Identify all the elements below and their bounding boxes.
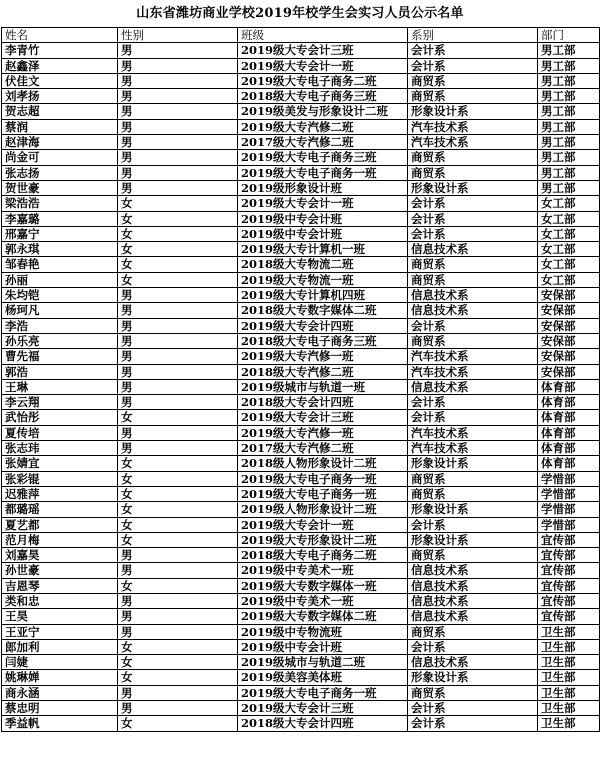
table-row — [2, 288, 600, 303]
cell-name: 赵鑫泽 — [2, 58, 118, 73]
table-row — [2, 58, 600, 73]
cell-division: 卫生部 — [538, 639, 600, 654]
cell-name: 李青竹 — [2, 43, 118, 58]
cell-department: 汽车技术系 — [408, 441, 538, 456]
cell-department: 会计系 — [408, 517, 538, 532]
table-row — [2, 257, 600, 272]
cell-division: 宜传部 — [538, 609, 600, 624]
cell-gender: 女 — [118, 578, 238, 593]
table-row — [2, 624, 600, 639]
cell-class: 2018级大专电子商务二班 — [238, 548, 408, 563]
cell-division: 宜传部 — [538, 532, 600, 547]
cell-name: 刘嘉昊 — [2, 548, 118, 563]
cell-gender: 女 — [118, 471, 238, 486]
cell-gender: 女 — [118, 272, 238, 287]
cell-name: 王琳 — [2, 379, 118, 394]
cell-name: 季益帆 — [2, 716, 118, 731]
cell-division: 男工部 — [538, 73, 600, 88]
cell-department: 形象设计系 — [408, 532, 538, 547]
cell-class: 2019级大专形象设计二班 — [238, 532, 408, 547]
cell-class: 2019级中专美术一班 — [238, 593, 408, 608]
cell-class: 2019级形象设计班 — [238, 180, 408, 195]
cell-division: 女工部 — [538, 226, 600, 241]
cell-gender: 男 — [118, 563, 238, 578]
cell-class: 2017级大专汽修二班 — [238, 135, 408, 150]
cell-division: 男工部 — [538, 180, 600, 195]
cell-division: 体育部 — [538, 425, 600, 440]
cell-division: 卫生部 — [538, 670, 600, 685]
table-row — [2, 532, 600, 547]
table-row — [2, 655, 600, 670]
cell-division: 女工部 — [538, 242, 600, 257]
table-row — [2, 196, 600, 211]
cell-department: 汽车技术系 — [408, 349, 538, 364]
table-row — [2, 502, 600, 517]
cell-department: 商贸系 — [408, 471, 538, 486]
cell-name: 贺志超 — [2, 104, 118, 119]
table-row — [2, 441, 600, 456]
cell-department: 信息技术系 — [408, 593, 538, 608]
cell-class: 2018级大专电子商务三班 — [238, 89, 408, 104]
cell-division: 女工部 — [538, 211, 600, 226]
table-row — [2, 242, 600, 257]
cell-gender: 男 — [118, 379, 238, 394]
cell-name: 张彩锟 — [2, 471, 118, 486]
document-title: 山东省潍坊商业学校2019年校学生会实习人员公示名单 — [136, 6, 464, 21]
cell-division: 男工部 — [538, 43, 600, 58]
table-header — [2, 28, 600, 43]
header-division: 部门 — [538, 28, 600, 43]
cell-gender: 女 — [118, 410, 238, 425]
cell-class: 2019级大专数字媒体二班 — [238, 609, 408, 624]
cell-class: 2018级大专物流二班 — [238, 257, 408, 272]
cell-gender: 男 — [118, 58, 238, 73]
cell-division: 体育部 — [538, 395, 600, 410]
cell-department: 会计系 — [408, 211, 538, 226]
table-row — [2, 716, 600, 731]
cell-class: 2019级大专会计四班 — [238, 318, 408, 333]
table-row — [2, 349, 600, 364]
cell-department: 商贸系 — [408, 548, 538, 563]
cell-class: 2019级大专数字媒体一班 — [238, 578, 408, 593]
cell-division: 学惜部 — [538, 471, 600, 486]
cell-class: 2019级大专电子商务一班 — [238, 165, 408, 180]
cell-division: 卫生部 — [538, 655, 600, 670]
cell-name: 范月梅 — [2, 532, 118, 547]
cell-department: 商贸系 — [408, 624, 538, 639]
cell-gender: 男 — [118, 303, 238, 318]
cell-gender: 男 — [118, 135, 238, 150]
cell-gender: 男 — [118, 318, 238, 333]
cell-gender: 女 — [118, 257, 238, 272]
cell-division: 宜传部 — [538, 563, 600, 578]
table-row — [2, 89, 600, 104]
cell-name: 李云翔 — [2, 395, 118, 410]
cell-department: 商贸系 — [408, 257, 538, 272]
cell-name: 类和忠 — [2, 593, 118, 608]
cell-gender: 男 — [118, 43, 238, 58]
table-row — [2, 685, 600, 700]
cell-division: 安保部 — [538, 318, 600, 333]
cell-gender: 女 — [118, 226, 238, 241]
table-row — [2, 517, 600, 532]
cell-gender: 女 — [118, 211, 238, 226]
cell-division: 学惜部 — [538, 486, 600, 501]
table-row — [2, 670, 600, 685]
cell-division: 男工部 — [538, 58, 600, 73]
cell-class: 2019级大专计算机四班 — [238, 288, 408, 303]
cell-gender: 男 — [118, 395, 238, 410]
cell-department: 信息技术系 — [408, 288, 538, 303]
cell-name: 王昊 — [2, 609, 118, 624]
cell-name: 邹春艳 — [2, 257, 118, 272]
cell-class: 2019级大专会计一班 — [238, 517, 408, 532]
cell-division: 卫生部 — [538, 701, 600, 716]
cell-name: 夏传培 — [2, 425, 118, 440]
cell-gender: 女 — [118, 670, 238, 685]
table-row — [2, 410, 600, 425]
cell-department: 信息技术系 — [408, 242, 538, 257]
cell-gender: 男 — [118, 180, 238, 195]
cell-division: 宜传部 — [538, 593, 600, 608]
header-gender: 性别 — [118, 28, 238, 43]
cell-gender: 男 — [118, 150, 238, 165]
cell-name: 姚琳婵 — [2, 670, 118, 685]
cell-gender: 女 — [118, 456, 238, 471]
cell-gender: 男 — [118, 441, 238, 456]
table-row — [2, 701, 600, 716]
cell-division: 体育部 — [538, 410, 600, 425]
cell-name: 曹先福 — [2, 349, 118, 364]
cell-department: 会计系 — [408, 58, 538, 73]
cell-name: 梁浩浩 — [2, 196, 118, 211]
cell-class: 2019级中专物流班 — [238, 624, 408, 639]
cell-gender: 女 — [118, 196, 238, 211]
cell-division: 安保部 — [538, 333, 600, 348]
cell-class: 2019级大专电子商务一班 — [238, 471, 408, 486]
cell-department: 信息技术系 — [408, 563, 538, 578]
table-row — [2, 639, 600, 654]
cell-name: 张婧宜 — [2, 456, 118, 471]
cell-name: 闫婕 — [2, 655, 118, 670]
cell-class: 2019级大专电子商务一班 — [238, 486, 408, 501]
cell-department: 会计系 — [408, 226, 538, 241]
cell-gender: 男 — [118, 89, 238, 104]
cell-gender: 男 — [118, 364, 238, 379]
table-row — [2, 119, 600, 134]
cell-name: 张志玮 — [2, 441, 118, 456]
cell-name: 杨珂凡 — [2, 303, 118, 318]
cell-division: 女工部 — [538, 272, 600, 287]
cell-name: 赵津海 — [2, 135, 118, 150]
table-row — [2, 165, 600, 180]
table-body — [2, 43, 600, 731]
cell-name: 郭永琪 — [2, 242, 118, 257]
cell-department: 商贸系 — [408, 486, 538, 501]
cell-name: 蔡忠明 — [2, 701, 118, 716]
cell-name: 武怡彤 — [2, 410, 118, 425]
cell-class: 2019级中专美术一班 — [238, 563, 408, 578]
cell-class: 2018级大专会计四班 — [238, 395, 408, 410]
table-row — [2, 211, 600, 226]
table-row — [2, 456, 600, 471]
cell-class: 2019级大专会计三班 — [238, 410, 408, 425]
cell-class: 2019级美容美体班 — [238, 670, 408, 685]
table-row — [2, 593, 600, 608]
cell-division: 男工部 — [538, 165, 600, 180]
cell-gender: 女 — [118, 639, 238, 654]
cell-department: 商贸系 — [408, 150, 538, 165]
cell-department: 会计系 — [408, 196, 538, 211]
cell-gender: 男 — [118, 425, 238, 440]
cell-department: 会计系 — [408, 639, 538, 654]
cell-class: 2019级人物形象设计二班 — [238, 502, 408, 517]
cell-gender: 男 — [118, 593, 238, 608]
table-row — [2, 104, 600, 119]
cell-name: 李嘉璐 — [2, 211, 118, 226]
table-row — [2, 548, 600, 563]
table-row — [2, 563, 600, 578]
cell-gender: 女 — [118, 486, 238, 501]
cell-class: 2018级大专数字媒体二班 — [238, 303, 408, 318]
cell-name: 孙乐亮 — [2, 333, 118, 348]
cell-name: 邢嘉宁 — [2, 226, 118, 241]
cell-division: 男工部 — [538, 89, 600, 104]
cell-department: 信息技术系 — [408, 578, 538, 593]
cell-division: 卫生部 — [538, 685, 600, 700]
cell-gender: 女 — [118, 716, 238, 731]
cell-name: 朱均铠 — [2, 288, 118, 303]
table-row — [2, 318, 600, 333]
cell-name: 张志扬 — [2, 165, 118, 180]
roster-table — [1, 27, 600, 732]
cell-division: 安保部 — [538, 288, 600, 303]
table-row — [2, 43, 600, 58]
cell-gender: 女 — [118, 532, 238, 547]
cell-name: 郭浩 — [2, 364, 118, 379]
cell-name: 郎加利 — [2, 639, 118, 654]
cell-class: 2019级大专汽修二班 — [238, 119, 408, 134]
cell-gender: 男 — [118, 104, 238, 119]
cell-gender: 男 — [118, 73, 238, 88]
cell-name: 孙世豪 — [2, 563, 118, 578]
cell-name: 商永涵 — [2, 685, 118, 700]
table-row — [2, 180, 600, 195]
cell-gender: 女 — [118, 655, 238, 670]
cell-class: 2019级大专汽修一班 — [238, 425, 408, 440]
cell-class: 2019级大专会计三班 — [238, 43, 408, 58]
cell-name: 蔡润 — [2, 119, 118, 134]
table-row — [2, 379, 600, 394]
cell-department: 形象设计系 — [408, 502, 538, 517]
cell-division: 卫生部 — [538, 716, 600, 731]
cell-class: 2018级大专会计四班 — [238, 716, 408, 731]
cell-department: 信息技术系 — [408, 609, 538, 624]
cell-department: 形象设计系 — [408, 456, 538, 471]
cell-division: 男工部 — [538, 119, 600, 134]
table-row — [2, 272, 600, 287]
cell-class: 2019级大专会计三班 — [238, 701, 408, 716]
cell-name: 贺世豪 — [2, 180, 118, 195]
cell-division: 宜传部 — [538, 548, 600, 563]
cell-division: 体育部 — [538, 456, 600, 471]
cell-division: 体育部 — [538, 379, 600, 394]
table-row — [2, 150, 600, 165]
cell-department: 会计系 — [408, 318, 538, 333]
cell-division: 男工部 — [538, 104, 600, 119]
cell-division: 安保部 — [538, 364, 600, 379]
cell-department: 商贸系 — [408, 89, 538, 104]
cell-division: 女工部 — [538, 196, 600, 211]
cell-department: 信息技术系 — [408, 379, 538, 394]
cell-division: 宜传部 — [538, 578, 600, 593]
cell-department: 会计系 — [408, 410, 538, 425]
cell-class: 2018级大专电子商务三班 — [238, 333, 408, 348]
cell-department: 商贸系 — [408, 73, 538, 88]
cell-gender: 男 — [118, 609, 238, 624]
cell-gender: 女 — [118, 502, 238, 517]
cell-division: 男工部 — [538, 135, 600, 150]
cell-name: 尚金可 — [2, 150, 118, 165]
cell-department: 商贸系 — [408, 685, 538, 700]
cell-division: 男工部 — [538, 150, 600, 165]
table-row — [2, 486, 600, 501]
table-row — [2, 425, 600, 440]
cell-department: 会计系 — [408, 395, 538, 410]
cell-class: 2019级大专汽修一班 — [238, 349, 408, 364]
cell-department: 汽车技术系 — [408, 135, 538, 150]
table-row — [2, 73, 600, 88]
cell-class: 2018级大专汽修二班 — [238, 364, 408, 379]
cell-department: 会计系 — [408, 43, 538, 58]
cell-name: 迟雅萍 — [2, 486, 118, 501]
cell-gender: 男 — [118, 165, 238, 180]
cell-name: 孙丽 — [2, 272, 118, 287]
cell-class: 2019级美发与形象设计二班 — [238, 104, 408, 119]
cell-division: 卫生部 — [538, 624, 600, 639]
cell-name: 王亚宁 — [2, 624, 118, 639]
cell-name: 吉恩琴 — [2, 578, 118, 593]
header-name: 姓名 — [2, 28, 118, 43]
cell-name: 伏佳文 — [2, 73, 118, 88]
cell-class: 2019级城市与轨道二班 — [238, 655, 408, 670]
cell-department: 商贸系 — [408, 272, 538, 287]
cell-department: 信息技术系 — [408, 655, 538, 670]
cell-department: 形象设计系 — [408, 670, 538, 685]
table-row — [2, 333, 600, 348]
table-row — [2, 303, 600, 318]
cell-gender: 男 — [118, 624, 238, 639]
cell-gender: 女 — [118, 517, 238, 532]
cell-division: 体育部 — [538, 441, 600, 456]
cell-name: 刘孝扬 — [2, 89, 118, 104]
cell-department: 信息技术系 — [408, 303, 538, 318]
table-row — [2, 578, 600, 593]
cell-department: 会计系 — [408, 701, 538, 716]
cell-division: 学惜部 — [538, 502, 600, 517]
cell-class: 2019级中专会计班 — [238, 211, 408, 226]
cell-department: 汽车技术系 — [408, 119, 538, 134]
cell-class: 2019级大专会计一班 — [238, 196, 408, 211]
cell-department: 形象设计系 — [408, 180, 538, 195]
cell-class: 2019级中专会计班 — [238, 226, 408, 241]
cell-class: 2019级大专会计一班 — [238, 58, 408, 73]
header-class: 班级 — [238, 28, 408, 43]
table-row — [2, 609, 600, 624]
cell-department: 商贸系 — [408, 333, 538, 348]
table-row — [2, 226, 600, 241]
cell-division: 学惜部 — [538, 517, 600, 532]
cell-division: 女工部 — [538, 257, 600, 272]
cell-division: 安保部 — [538, 303, 600, 318]
table-row — [2, 135, 600, 150]
table-row — [2, 395, 600, 410]
cell-class: 2019级大专电子商务二班 — [238, 73, 408, 88]
cell-gender: 男 — [118, 701, 238, 716]
cell-class: 2019级大专计算机一班 — [238, 242, 408, 257]
cell-department: 形象设计系 — [408, 104, 538, 119]
table-row — [2, 471, 600, 486]
cell-department: 汽车技术系 — [408, 425, 538, 440]
cell-gender: 男 — [118, 349, 238, 364]
cell-class: 2019级大专电子商务三班 — [238, 150, 408, 165]
cell-division: 安保部 — [538, 349, 600, 364]
header-row — [2, 28, 600, 43]
cell-department: 会计系 — [408, 716, 538, 731]
cell-gender: 男 — [118, 685, 238, 700]
cell-class: 2019级大专物流一班 — [238, 272, 408, 287]
cell-department: 商贸系 — [408, 165, 538, 180]
cell-gender: 男 — [118, 288, 238, 303]
cell-gender: 男 — [118, 119, 238, 134]
cell-class: 2019级大专电子商务一班 — [238, 685, 408, 700]
cell-class: 2019级城市与轨道一班 — [238, 379, 408, 394]
header-department: 系别 — [408, 28, 538, 43]
cell-gender: 男 — [118, 333, 238, 348]
cell-name: 李浩 — [2, 318, 118, 333]
cell-gender: 女 — [118, 242, 238, 257]
cell-class: 2019级中专会计班 — [238, 639, 408, 654]
cell-class: 2017级大专汽修二班 — [238, 441, 408, 456]
cell-class: 2018级人物形象设计二班 — [238, 456, 408, 471]
cell-gender: 男 — [118, 548, 238, 563]
cell-department: 汽车技术系 — [408, 364, 538, 379]
cell-name: 夏艺都 — [2, 517, 118, 532]
table-row — [2, 364, 600, 379]
cell-name: 都璐瑶 — [2, 502, 118, 517]
